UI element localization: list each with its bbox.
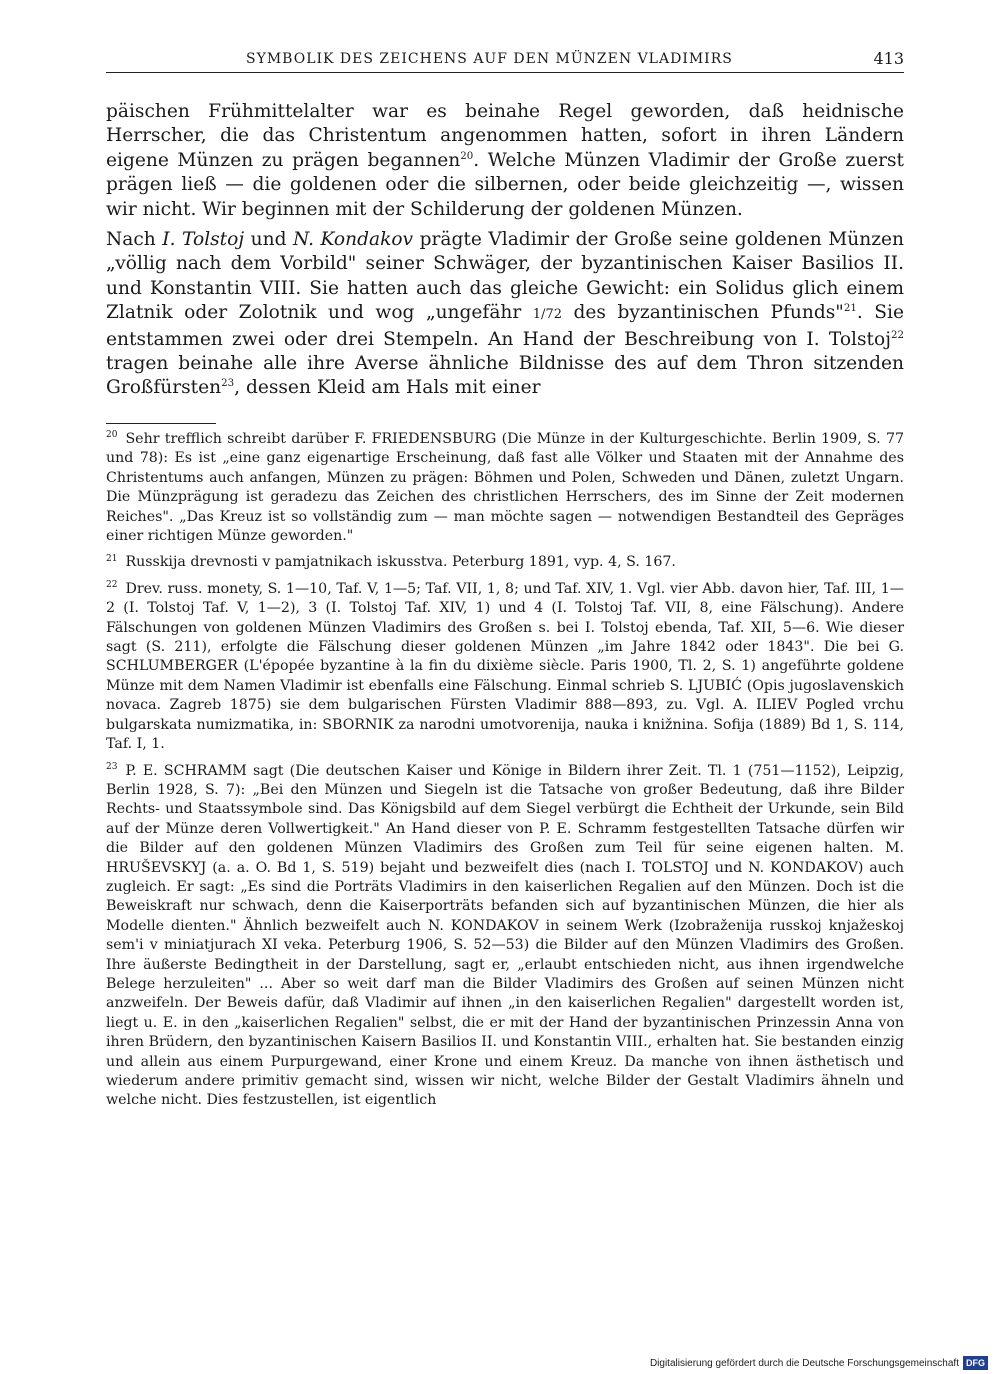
fraction: 1/72 <box>532 307 563 323</box>
main-text <box>106 100 904 401</box>
footnote-ref[interactable]: 22 <box>890 329 904 341</box>
author-name: N. Kondakov <box>293 229 414 251</box>
footnote: $^{21}$ Russkija drevnosti v pamjatnikach iskusstva. Peterburg 1891, vyp. 4, S. 167. <box>106 553 676 571</box>
footnote-separator <box>106 423 216 424</box>
footnote: $^{22}$ Drev. russ. monety, S. 1—10, Taf. V, 1—5; Taf. VII, 1, 8; und Taf. XIV, 1. Vgl. vier Abb. davon hier, Taf. III, 1—2 (I. Tolstoj Taf. V, 1—2), 3 (I. Tolstoj Taf. XIV, 1) und 4 (I. Tolstoj Taf. VII, 8, eine Fälschung). Andere Fälschungen von goldenen Münzen Vladimirs des Großen s. bei I. Tolstoj ebenda, Taf. XII, 5—6. Wie dieser sagt (S. 211), erfolgte die Fälschung dieser goldenen Münzen „im Jahre 1842 oder 1843". Die bei G. SCHLUMBERGER (L'épopée byzantine à la fin du dixième siècle. Paris 1900, Tl. 2, S. 1) angeführte goldene Münze mit dem Namen Vladimir ist ebenfalls eine Fälschung. Einmal schrieb S. LJUBIĆ (Opis jugoslavenskich novaca. Zagreb 1875) sie dem bulgarischen Fürsten Vladimir 888—893, zu. Vgl. A. ILIEV Pogled vrchu bulgarskata numizmatika, in: SBORNIK za narodni umotvorenija, nauka i knižnina. Sofija (1889) Bd 1, S. 114, Taf. I, 1. <box>106 580 904 753</box>
footnote-ref[interactable]: 23 <box>221 378 235 390</box>
footnote: $^{23}$ P. E. SCHRAMM sagt (Die deutschen Kaiser und Könige in Bildern ihrer Zeit. Tl. 1 (751—1152), Leipzig, Berlin 1928, S. 7): „Bei den Münzen und Siegeln ist die Tatsache von großer Bedeutung, daß ihre Bilder Rechts- und Staatssymbole sind. Das Königsbild auf dem Siegel verbürgt die Echtheit der Urkunde, sein Bild auf der Münze deren Vollwertigkeit." An Hand dieser von P. E. Schramm festgestellten Tatsache dürfen wir die Bilder auf den goldenen Münzen Vladimirs des Großen zum Teil für seine eigenen halten. M. HRUŠEVSKYJ (a. a. O. Bd 1, S. 519) bejaht und bezweifelt dies (nach I. TOLSTOJ und N. KONDAKOV) auch zugleich. Er sagt: „Es sind die Porträts Vladimirs in den kaiserlichen Regalien auf den Münzen. Doch ist die Beweiskraft nur schwach, denn die Kaiserporträts befanden sich auf byzantinischen Münzen, die hier als Modelle dienten." Ähnlich bezweifelt auch N. KONDAKOV in seinem Werk (Izobraženija russkoj knjažeskoj sem'i v miniatjurach XI veka. Peterburg 1906, S. 52—53) die Bilder auf den Münzen Vladimirs des Großen. Ihre äußerste Bedingtheit in der Darstellung, sagt er, „erlaubt entschieden nicht, aus ihnen irgendwelche Belege herzuleiten" ... Aber so weit darf man die Bilder Vladimirs des Großen auf seinen Münzen nicht anzweifeln. Der Beweis dafür, daß Vladimir auf ihnen „in den kaiserlichen Regalien" dargestellt worden ist, liegt u. E. in den „kaiserlichen Regalien" selbst, die er mit der Hand der byzantinischen Prinzessin Anna von ihren Brüdern, den byzantinischen Kaisern Basilios II. und Konstantin VIII., erhalten hat. Sie bestanden einzig und allein aus einem Purpurgewand, einer Krone und einem Kreuz. Da manche von ihnen ästhetisch und wiederum andere primitiv gemacht sind, wissen wir nicht, welche Bilder der Gestalt Vladimirs ähneln und welche nicht. Dies festzustellen, ist eigentlich <box>106 761 904 1109</box>
footnote-label: 21 <box>106 553 118 564</box>
footnote-label: 22 <box>106 580 118 591</box>
footnote-ref[interactable]: 21 <box>843 303 857 315</box>
page-number: 413 <box>873 49 904 68</box>
author-name: I. Tolstoj <box>162 229 245 251</box>
footnote-label: 23 <box>106 761 118 772</box>
footnote-ref[interactable]: 20 <box>460 150 474 162</box>
dfg-logo: DFG <box>963 1356 988 1370</box>
footnotes <box>106 430 904 1118</box>
footnote: $^{20}$ Sehr trefflich schreibt darüber F. FRIEDENSBURG (Die Münze in der Kulturgeschichte. Berlin 1909, S. 77 und 78): Es ist „eine ganz eigenartige Erscheinung, daß fast alle Völker und Staaten mit der Annahme des Christentums auch anfangen, Münzen zu prägen: Böhmen und Polen, Schweden und Dänen, zuletzt Ungarn. Die Münzprägung ist geradezu das Zeichen des christlichen Herrschers, des im Sinne der Zeit modernen Reiches". „Das Kreuz ist so vollständig zum — man möchte sagen — notwendigen Bestandteil des Gepräges einer richtigen Münze geworden." <box>106 430 904 545</box>
running-title: SYMBOLIK DES ZEICHENS AUF DEN MÜNZEN VLADIMIRS <box>246 51 733 67</box>
paragraph: Nach I. Tolstoj und N. Kondakov prägte Vladimir der Große seine goldenen Münzen „völlig nach dem Vorbild" seiner Schwäger, der byzantinischen Kaiser Basilios II. und Konstantin VIII. Sie hatten auch das gleiche Gewicht: ein Solidus glich einem Zlatnik oder Zolotnik und wog „ungefähr 1/72 des byzantinischen Pfunds"$^{21}$. Sie entstammen zwei oder drei Stempeln. An Hand der Beschreibung von I. Tolstoj$^{22}$ tragen beinahe alle ihre Averse ähnliche Bildnisse des auf dem Thron sitzenden Großfürsten$^{23}$, dessen Kleid am Hals mit einer <box>106 229 904 399</box>
running-header <box>106 48 904 73</box>
paragraph: päischen Frühmittelalter war es beinahe Regel geworden, daß heidnische Herrscher, die das Christentum angenommen hatten, sofort in ihren Ländern eigene Münzen zu prägen begannen$^{20}$. Welche Münzen Vladimir der Große zuerst prägen ließ — die goldenen oder die silbernen, oder beide gleichzeitig —, wissen wir nicht. Wir beginnen mit der Schilderung der goldenen Münzen. <box>106 101 904 220</box>
digitization-credit <box>650 1356 988 1370</box>
footnote-label: 20 <box>106 430 118 441</box>
credit-text: Digitalisierung gefördert durch die Deutsche Forschungsgemeinschaft <box>649 1357 959 1369</box>
